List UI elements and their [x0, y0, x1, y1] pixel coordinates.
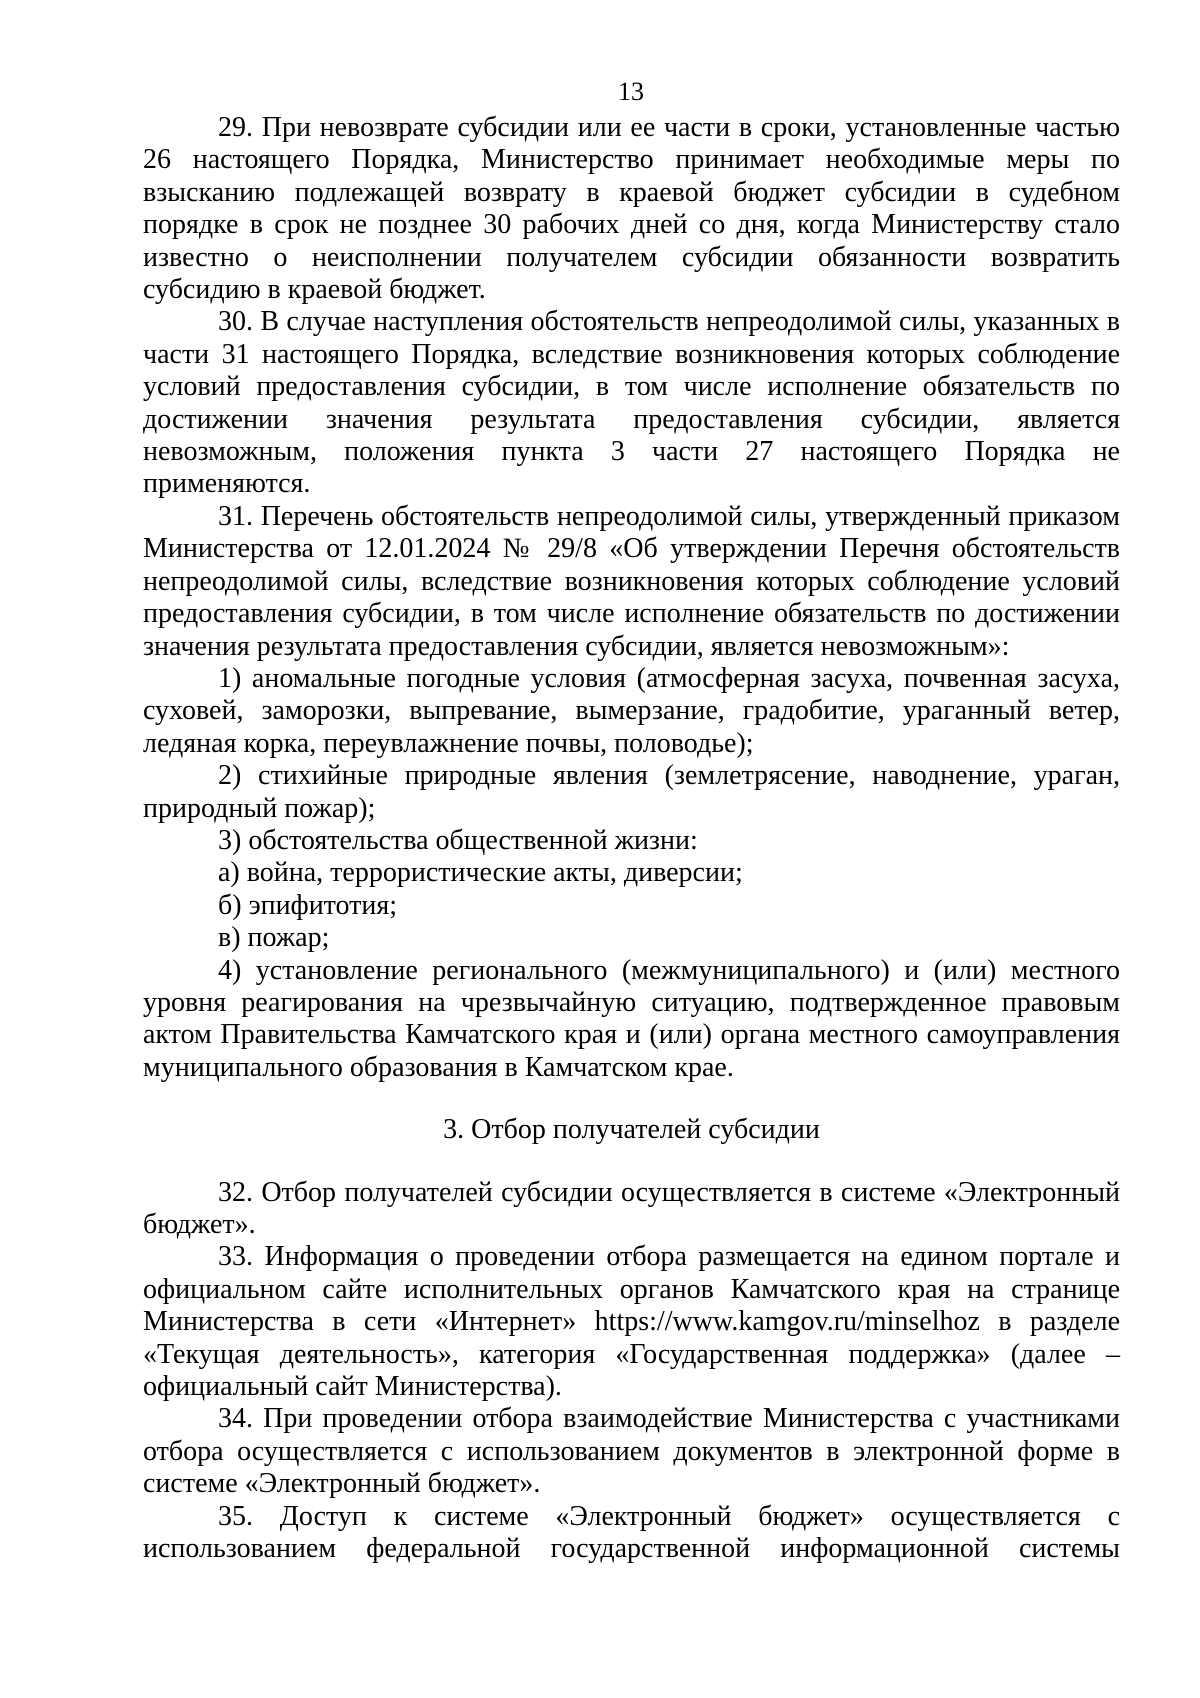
paragraph-30: 30. В случае наступления обстоятельств непреодолимой силы, указанных в части 31 настоящего Порядка, вследствие возникновения которых соблюдение условий предоставления субсидии, в том числе исполнение обязательств по достижении значения результата предоставления субсидии, является невозможным, положения пункта 3 части 27 настоящего Порядка не применяются.	[143, 306, 1120, 500]
document-body	[143, 112, 1120, 1565]
paragraph-34: 34. При проведении отбора взаимодействие Министерства с участниками отбора осуществляется с использованием документов в электронной форме в системе «Электронный бюджет».	[143, 1403, 1120, 1500]
paragraph-31: 31. Перечень обстоятельств непреодолимой силы, утвержденный приказом Министерства от 12.01.2024 № 29/8 «Об утверждении Перечня обстоятельств непреодолимой силы, вследствие возникновения которых соблюдение условий предоставления субсидии, в том числе исполнение обязательств по достижении значения результата предоставления субсидии, является невозможным»:	[143, 500, 1120, 662]
list-item-1: 1) аномальные погодные условия (атмосферная засуха, почвенная засуха, суховей, заморозки, выпревание, вымерзание, градобитие, ураганный ветер, ледяная корка, переувлажнение почвы, половодье);	[143, 662, 1120, 759]
list-item-3a: а) война, террористические акты, диверсии;	[218, 857, 743, 889]
list-item-3: 3) обстоятельства общественной жизни:	[218, 824, 698, 856]
list-item-4: 4) установление регионального (межмуниципального) и (или) местного уровня реагирования на чрезвычайную ситуацию, подтвержденное правовым актом Правительства Камчатского края и (или) органа местного самоуправления муниципального образования в Камчатском крае.	[143, 954, 1120, 1083]
list-item-3b: б) эпифитотия;	[218, 889, 398, 921]
paragraph-33: 33. Информация о проведении отбора размещается на едином портале и официальном сайте исполнительных органов Камчатского края на странице Министерства в сети «Интернет» https://www.kamgov.ru/minselhoz в разделе «Текущая деятельность», категория «Государственная поддержка» (далее – официальный сайт Министерства).	[143, 1241, 1120, 1403]
page-number: 13	[618, 77, 644, 106]
list-item-3c: в) пожар;	[218, 922, 330, 954]
section-heading: 3. Отбор получателей субсидии	[443, 1114, 820, 1146]
paragraph-32: 32. Отбор получателей субсидии осуществляется в системе «Электронный бюджет».	[143, 1176, 1120, 1240]
paragraph-35: 35. Доступ к системе «Электронный бюджет» осуществляется с использованием федеральной государственной информационной системы	[143, 1500, 1120, 1565]
paragraph-29: 29. При невозврате субсидии или ее части в сроки, установленные частью 26 настоящего Порядка, Министерство принимает необходимые меры по взысканию подлежащей возврату в краевой бюджет субсидии в судебном порядке в срок не позднее 30 рабочих дней со дня, когда Министерству стало известно о неисполнении получателем субсидии обязанности возвратить субсидию в краевой бюджет.	[143, 112, 1120, 306]
list-item-2: 2) стихийные природные явления (землетрясение, наводнение, ураган, природный пожар);	[143, 760, 1120, 824]
